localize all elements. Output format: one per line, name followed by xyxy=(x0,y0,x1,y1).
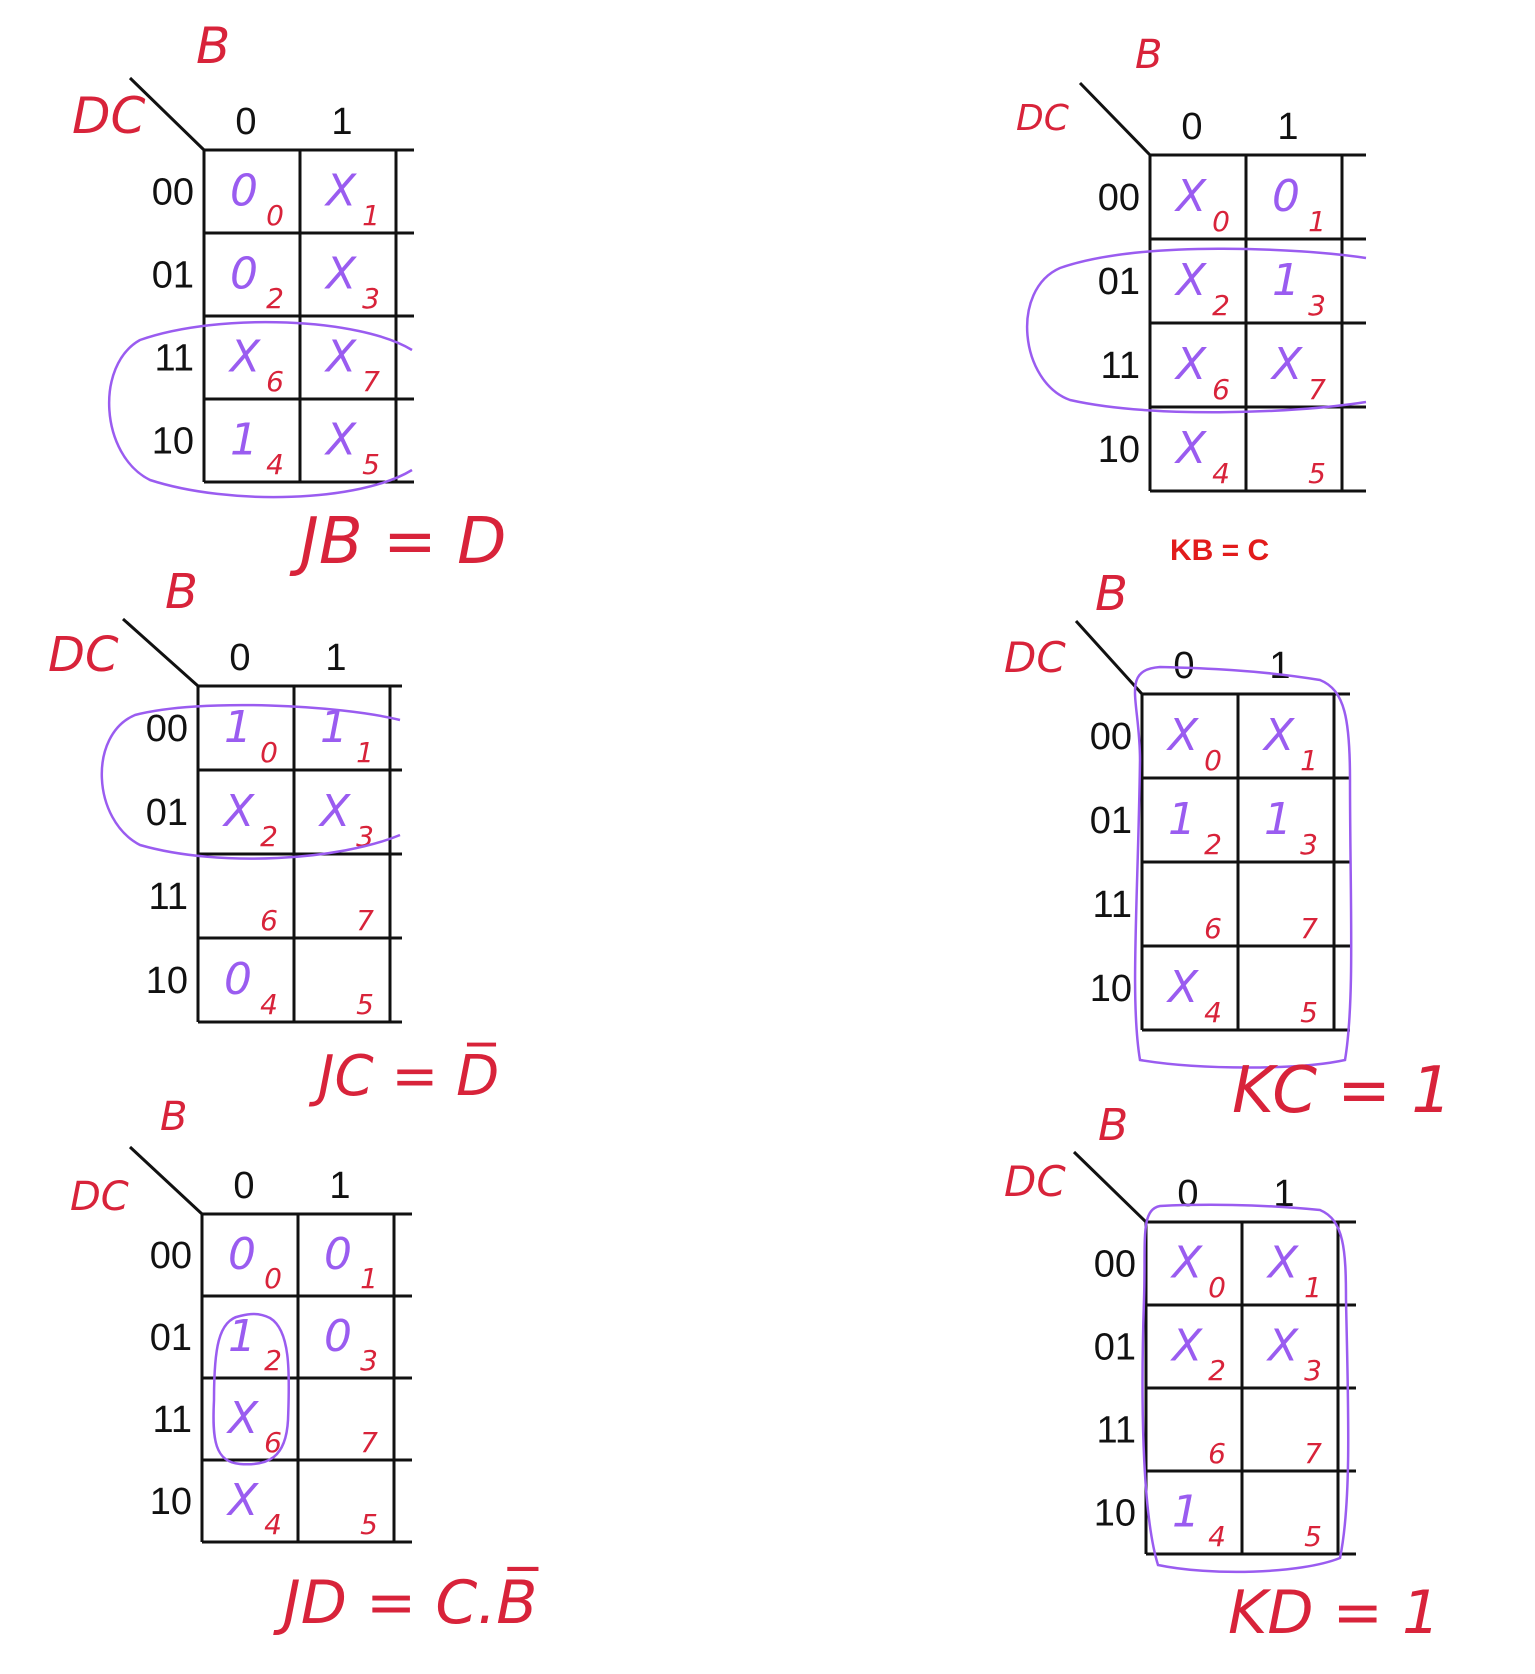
cell-index: 6 xyxy=(1204,912,1222,945)
row-label: 11 xyxy=(154,337,194,380)
cell-index: 7 xyxy=(360,1426,378,1459)
cell-index: 0 xyxy=(1208,1271,1226,1304)
row-variable-label: DC xyxy=(48,627,119,683)
cell-value: X xyxy=(1272,339,1303,390)
cell-index: 4 xyxy=(266,448,284,481)
row-label: 00 xyxy=(1097,177,1140,219)
row-variable-label: DC xyxy=(1016,98,1069,139)
cell-value: 0 xyxy=(228,1229,256,1280)
row-label: 00 xyxy=(1093,1243,1136,1286)
equation-label: KD = 1 xyxy=(1228,1578,1441,1648)
equation-label: JC = D̅ xyxy=(318,1044,500,1109)
cell-index: 1 xyxy=(356,736,374,769)
cell-index: 3 xyxy=(356,820,374,853)
cell-index: 3 xyxy=(1308,289,1326,322)
col-variable-label: B xyxy=(1135,32,1163,78)
row-label: 10 xyxy=(145,960,188,1002)
col-variable-label: B xyxy=(196,17,231,75)
kmap-kc xyxy=(1004,566,1452,1128)
cell-index: 5 xyxy=(1304,1520,1322,1553)
row-label: 00 xyxy=(149,1235,192,1277)
cell-index: 4 xyxy=(1208,1520,1226,1553)
cell-value: X xyxy=(1264,710,1295,761)
cell-index: 1 xyxy=(1300,744,1318,777)
cell-index: 2 xyxy=(266,282,284,315)
cell-value: X xyxy=(228,1393,259,1444)
cell-value: X xyxy=(326,165,357,217)
cell-index: 7 xyxy=(1304,1437,1322,1470)
cell-index: 5 xyxy=(356,988,374,1021)
row-label: 10 xyxy=(149,1481,192,1523)
row-label: 11 xyxy=(152,1399,192,1441)
cell-index: 1 xyxy=(1304,1271,1322,1304)
cell-value: X xyxy=(1268,1320,1299,1372)
cell-value: 0 xyxy=(230,248,258,300)
cell-index: 6 xyxy=(1212,373,1230,406)
col-label: 0 xyxy=(235,101,257,143)
cell-value: X xyxy=(1176,339,1207,390)
cell-value: X xyxy=(1176,255,1207,306)
row-variable-label: DC xyxy=(1004,1157,1066,1206)
col-label: 0 xyxy=(229,637,251,679)
kmap-jc xyxy=(48,564,499,1109)
cell-value: X xyxy=(224,786,255,837)
row-label: 01 xyxy=(149,1317,192,1359)
col-label: 1 xyxy=(329,1165,351,1207)
cell-value: X xyxy=(320,786,351,837)
cell-index: 7 xyxy=(1300,912,1318,945)
cell-index: 3 xyxy=(1300,828,1318,861)
cell-index: 0 xyxy=(260,736,278,769)
row-label: 01 xyxy=(1097,261,1140,303)
cell-value: 0 xyxy=(230,165,258,217)
row-label: 01 xyxy=(151,254,194,297)
col-label: 0 xyxy=(1173,645,1195,687)
col-label: 1 xyxy=(331,101,353,143)
corner-diagonal xyxy=(1074,1152,1146,1222)
kmap-jb xyxy=(72,17,506,579)
cell-value: 1 xyxy=(1272,255,1300,306)
row-label: 10 xyxy=(1093,1492,1136,1535)
cell-index: 3 xyxy=(362,282,380,315)
row-label: 11 xyxy=(148,876,188,918)
cell-value: X xyxy=(326,414,357,466)
cell-index: 6 xyxy=(266,365,284,398)
cell-index: 5 xyxy=(1300,996,1318,1029)
cell-index: 5 xyxy=(1308,457,1326,490)
row-label: 01 xyxy=(145,792,188,834)
cell-index: 5 xyxy=(360,1508,378,1541)
equation-label: JD = C.B̅ xyxy=(283,1568,538,1638)
cell-index: 2 xyxy=(260,820,278,853)
cell-index: 7 xyxy=(362,365,380,398)
col-label: 1 xyxy=(1273,1173,1295,1215)
cell-index: 4 xyxy=(264,1508,282,1541)
cell-value: 1 xyxy=(230,414,258,466)
cell-value: X xyxy=(1176,171,1207,222)
cell-value: 0 xyxy=(324,1229,352,1280)
cell-index: 3 xyxy=(360,1344,378,1377)
cell-index: 6 xyxy=(264,1426,282,1459)
cell-value: 1 xyxy=(228,1311,256,1362)
col-variable-label: B xyxy=(160,1094,188,1140)
col-variable-label: B xyxy=(1095,566,1128,622)
cell-value: 1 xyxy=(1168,794,1196,845)
cell-index: 4 xyxy=(260,988,278,1021)
cell-index: 2 xyxy=(264,1344,282,1377)
cell-value: X xyxy=(1172,1237,1203,1289)
cell-value: X xyxy=(1172,1320,1203,1372)
cell-index: 7 xyxy=(1308,373,1326,406)
corner-diagonal xyxy=(1076,621,1142,694)
cell-value: X xyxy=(326,248,357,300)
corner-diagonal xyxy=(123,619,198,686)
cell-value: 0 xyxy=(1272,171,1300,222)
col-label: 1 xyxy=(1269,645,1291,687)
cell-index: 2 xyxy=(1204,828,1222,861)
corner-diagonal xyxy=(1080,83,1150,155)
cell-value: X xyxy=(230,331,261,383)
cell-index: 7 xyxy=(356,904,374,937)
cell-value: X xyxy=(326,331,357,383)
kmap-jd xyxy=(70,1094,539,1638)
row-label: 00 xyxy=(1089,716,1132,758)
cell-index: 1 xyxy=(360,1262,378,1295)
col-label: 0 xyxy=(1181,106,1203,148)
row-label: 00 xyxy=(145,708,188,750)
cell-index: 0 xyxy=(1212,205,1230,238)
cell-index: 6 xyxy=(1208,1437,1226,1470)
col-label: 1 xyxy=(1277,106,1299,148)
cell-value: 0 xyxy=(224,954,252,1005)
cell-index: 1 xyxy=(362,199,380,232)
row-variable-label: DC xyxy=(1004,633,1066,682)
cell-index: 2 xyxy=(1208,1354,1226,1387)
equation-label: JB = D xyxy=(300,505,507,579)
row-label: 10 xyxy=(1089,968,1132,1010)
row-label: 10 xyxy=(1097,429,1140,471)
cell-value: X xyxy=(1168,962,1199,1013)
cell-value: 1 xyxy=(1264,794,1292,845)
cell-index: 0 xyxy=(1204,744,1222,777)
corner-diagonal xyxy=(130,1147,202,1214)
equation-label: KB = C xyxy=(1170,534,1270,567)
row-variable-label: DC xyxy=(72,87,146,145)
cell-value: 0 xyxy=(324,1311,352,1362)
row-variable-label: DC xyxy=(70,1174,129,1220)
cell-index: 0 xyxy=(266,199,284,232)
cell-index: 5 xyxy=(362,448,380,481)
cell-index: 4 xyxy=(1212,457,1230,490)
cell-index: 3 xyxy=(1304,1354,1322,1387)
cell-value: X xyxy=(1176,423,1207,474)
row-label: 11 xyxy=(1092,884,1132,926)
equation-label: KC = 1 xyxy=(1232,1054,1452,1128)
row-label: 10 xyxy=(151,420,194,463)
row-label: 00 xyxy=(151,171,194,214)
kmap-kb xyxy=(1016,32,1366,567)
kmap-kd xyxy=(1004,1100,1440,1648)
col-variable-label: B xyxy=(1098,1100,1129,1151)
cell-value: 1 xyxy=(224,702,252,753)
col-label: 0 xyxy=(233,1165,255,1207)
cell-value: X xyxy=(1268,1237,1299,1289)
cell-value: X xyxy=(1168,710,1199,761)
col-label: 1 xyxy=(325,637,347,679)
col-variable-label: B xyxy=(165,564,198,620)
col-label: 0 xyxy=(1177,1173,1199,1215)
cell-index: 6 xyxy=(260,904,278,937)
row-label: 11 xyxy=(1096,1409,1136,1452)
cell-index: 4 xyxy=(1204,996,1222,1029)
row-label: 01 xyxy=(1093,1326,1136,1369)
cell-value: X xyxy=(228,1475,259,1526)
cell-value: 1 xyxy=(320,702,348,753)
cell-value: 1 xyxy=(1172,1486,1200,1538)
cell-index: 1 xyxy=(1308,205,1326,238)
cell-index: 0 xyxy=(264,1262,282,1295)
cell-index: 2 xyxy=(1212,289,1230,322)
row-label: 11 xyxy=(1100,345,1140,387)
row-label: 01 xyxy=(1089,800,1132,842)
